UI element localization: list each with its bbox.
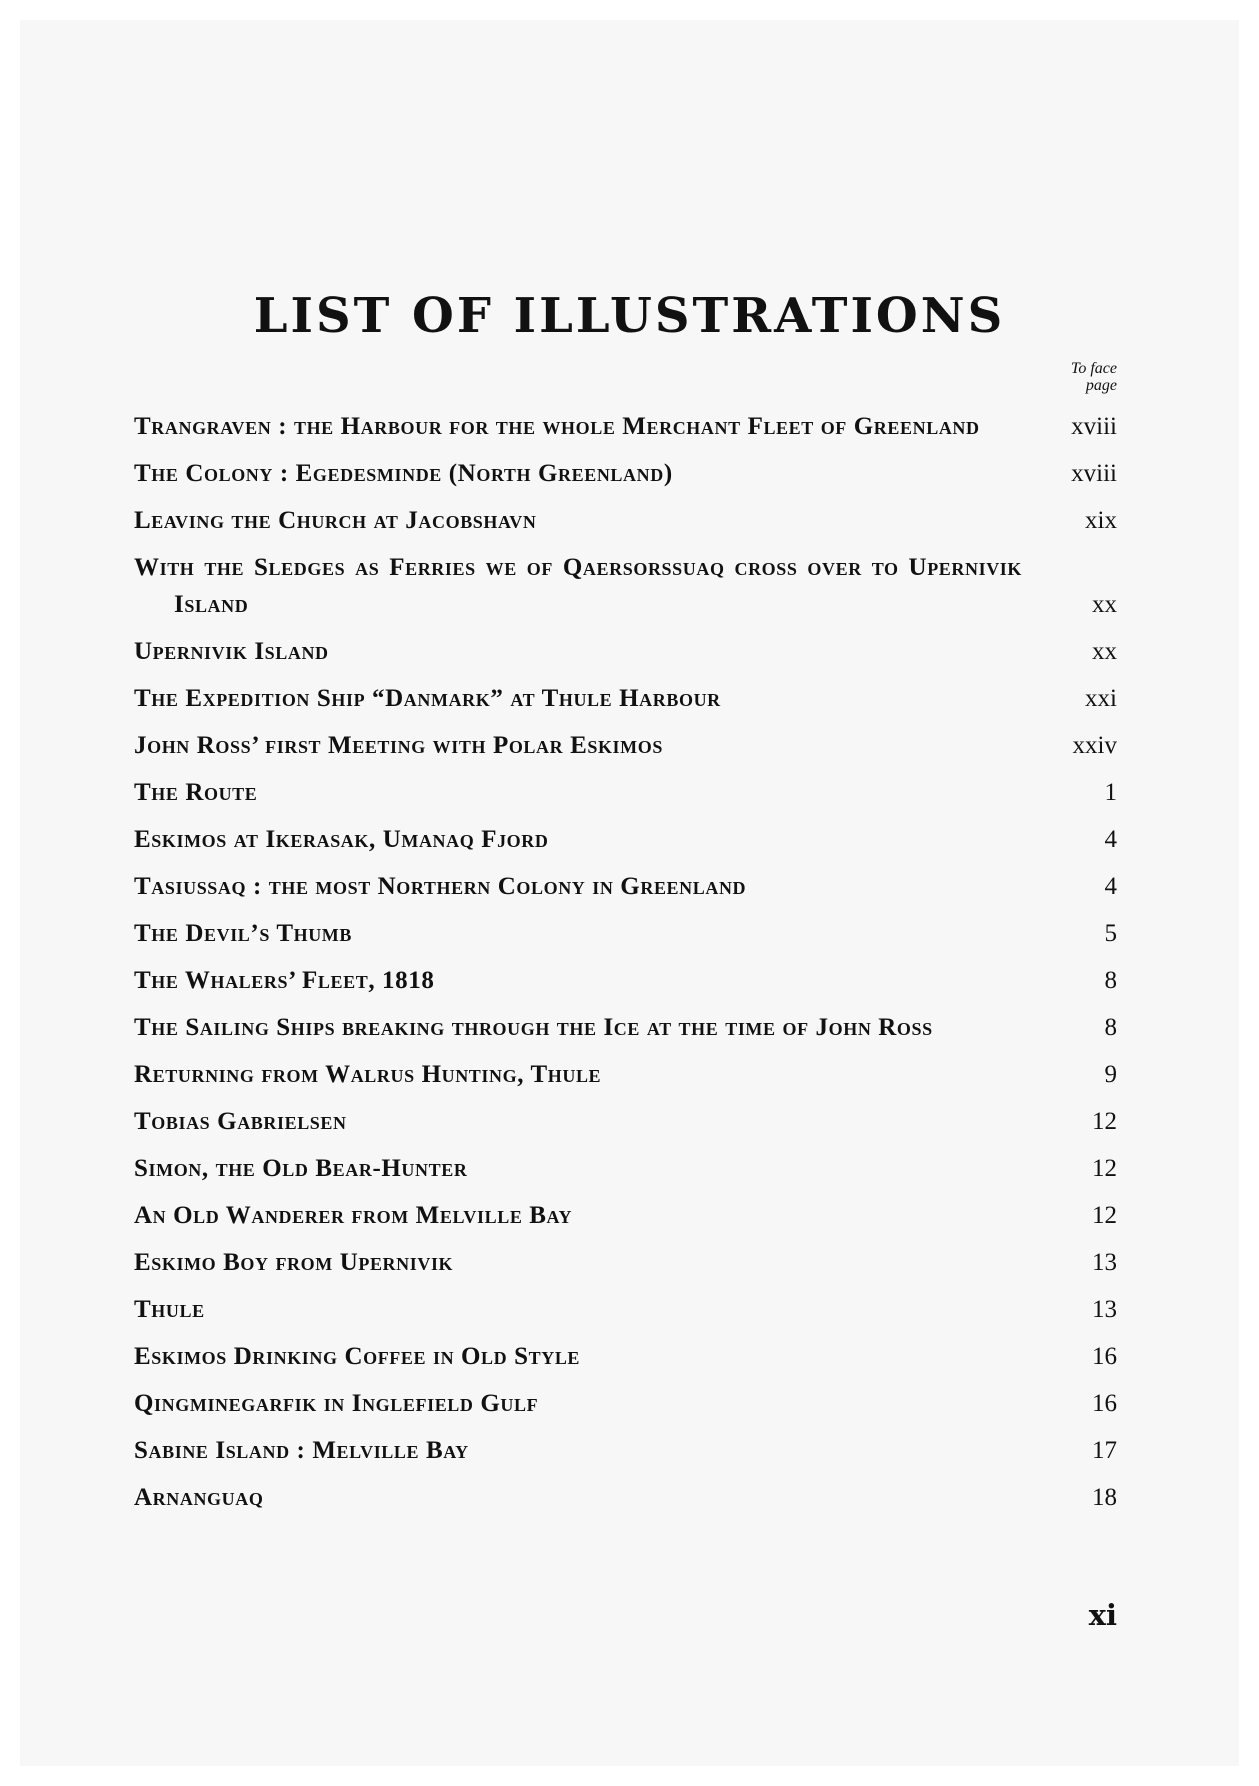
list-item [134, 1244, 1117, 1281]
list-item [134, 1338, 1117, 1375]
entry-title: Eskimos Drinking Coffee in Old Style [134, 1343, 581, 1370]
entry-page: 9 [1104, 1061, 1117, 1088]
entry-page: xxiv [1072, 732, 1117, 759]
illustrations-list [134, 408, 1117, 1526]
entry-page: 13 [1092, 1296, 1117, 1323]
entry-page: 8 [1104, 967, 1117, 994]
column-heading: To face page [1070, 360, 1117, 394]
entry-title: Qingminegarfik in Inglefield Gulf [134, 1390, 539, 1417]
entry-title: Simon, the Old Bear-Hunter [134, 1155, 468, 1182]
entry-title: Thule [134, 1296, 205, 1323]
list-item [134, 1479, 1117, 1516]
entry-page: xxi [1085, 685, 1117, 712]
entry-title: Eskimo Boy from Upernivik [134, 1249, 454, 1276]
entry-title: The Sailing Ships breaking through the Ice at the time of John Ross [134, 1014, 933, 1041]
entry-page: 17 [1092, 1437, 1117, 1464]
list-item [134, 633, 1117, 670]
entry-title: Tasiussaq : the most Northern Colony in Greenland [134, 873, 747, 900]
list-item [134, 1056, 1117, 1093]
entry-page: xviii [1071, 413, 1117, 440]
entry-page: xx [1092, 591, 1117, 618]
entry-title: Arnanguaq [134, 1484, 264, 1511]
entry-page: 12 [1092, 1108, 1117, 1135]
list-item [134, 868, 1117, 905]
entry-page: 18 [1092, 1484, 1117, 1511]
entry-title: Eskimos at Ikerasak, Umanaq Fjord [134, 826, 549, 853]
entry-page: 1 [1104, 779, 1117, 806]
entry-page: 8 [1104, 1014, 1117, 1041]
list-item [134, 680, 1117, 717]
entry-title: With the Sledges as Ferries we of Qaersorssuaq cross over to Upernivik Island [134, 554, 1022, 618]
entry-title: Upernivik Island [134, 638, 329, 665]
list-item [134, 962, 1117, 999]
list-item [134, 549, 1117, 623]
entry-title: Leaving the Church at Jacobshavn [134, 507, 537, 534]
list-item [134, 1103, 1117, 1140]
entry-page: 12 [1092, 1155, 1117, 1182]
entry-title: John Ross’ first Meeting with Polar Eskimos [134, 732, 663, 759]
entry-title: The Whalers’ Fleet, 1818 [134, 967, 435, 994]
entry-title: The Route [134, 779, 258, 806]
entry-title: An Old Wanderer from Melville Bay [134, 1202, 573, 1229]
list-item [134, 774, 1117, 811]
list-item [134, 408, 1117, 445]
entry-page: 5 [1104, 920, 1117, 947]
entry-page: 13 [1092, 1249, 1117, 1276]
list-item [134, 727, 1117, 764]
entry-title: The Expedition Ship “Danmark” at Thule Harbour [134, 685, 721, 712]
entry-page: xviii [1071, 460, 1117, 487]
list-item [134, 455, 1117, 492]
entry-page: xix [1085, 507, 1117, 534]
list-item [134, 1385, 1117, 1422]
entry-page: 4 [1104, 826, 1117, 853]
list-item [134, 1432, 1117, 1469]
list-item [134, 1291, 1117, 1328]
entry-title: The Devil’s Thumb [134, 920, 353, 947]
entry-page: 16 [1092, 1390, 1117, 1417]
entry-page: 12 [1092, 1202, 1117, 1229]
entry-title: Sabine Island : Melville Bay [134, 1437, 469, 1464]
entry-title: Tobias Gabrielsen [134, 1108, 347, 1135]
entry-title: Trangraven : the Harbour for the whole Merchant Fleet of Greenland [134, 413, 980, 440]
entry-page: xx [1092, 638, 1117, 665]
list-item [134, 1197, 1117, 1234]
list-item [134, 915, 1117, 952]
page-number: xi [1088, 1598, 1117, 1632]
entry-page: 16 [1092, 1343, 1117, 1370]
list-item [134, 1009, 1117, 1046]
entry-title: Returning from Walrus Hunting, Thule [134, 1061, 602, 1088]
list-item [134, 502, 1117, 539]
list-item [134, 821, 1117, 858]
entry-page: 4 [1104, 873, 1117, 900]
list-item [134, 1150, 1117, 1187]
entry-title: The Colony : Egedesminde (North Greenland) [134, 460, 673, 487]
page-title: LIST OF ILLUSTRATIONS [253, 288, 1006, 344]
